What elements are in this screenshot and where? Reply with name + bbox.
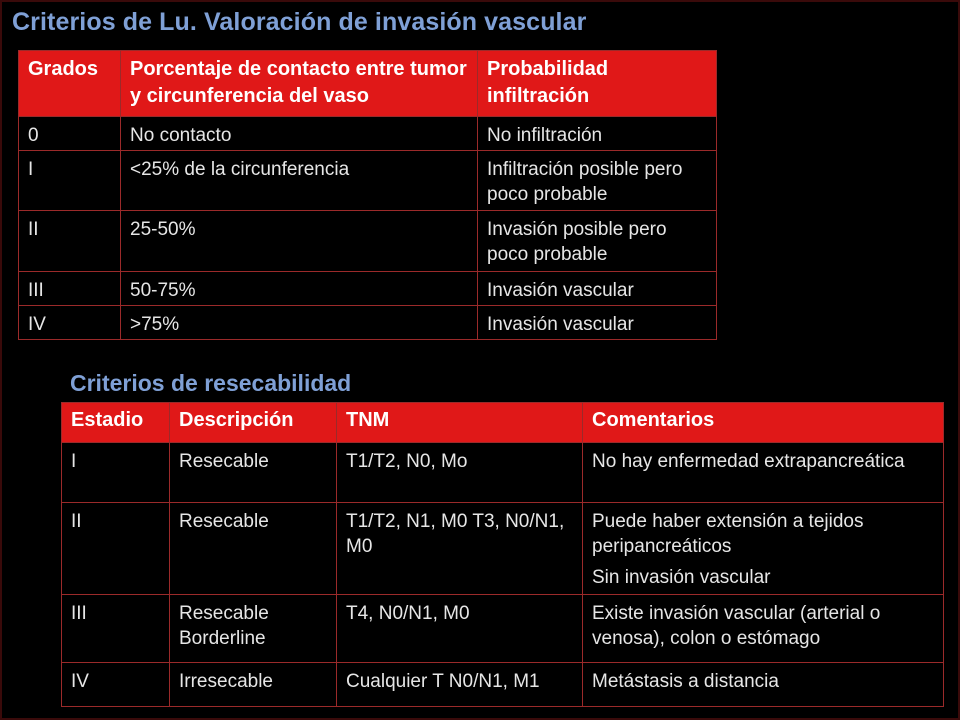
table1-title: Criterios de Lu. Valoración de invasión vascular <box>12 8 587 36</box>
cell-probabilidad: Invasión posible pero poco probable <box>478 211 717 272</box>
header-descripcion: Descripción <box>170 403 337 443</box>
cell-estadio: I <box>62 443 170 503</box>
cell-comentarios <box>583 663 944 707</box>
table-row <box>62 663 944 707</box>
cell-descripcion: Resecable <box>170 443 337 503</box>
table-row <box>19 117 717 151</box>
cell-estadio: IV <box>62 663 170 707</box>
cell-probabilidad: No infiltración <box>478 117 717 151</box>
comment-text: Existe invasión vascular (arterial o venosa), colon o estómago <box>592 603 881 649</box>
cell-descripcion: Irresecable <box>170 663 337 707</box>
cell-comentarios <box>583 595 944 663</box>
cell-porcentaje: <25% de la circunferencia <box>121 151 478 211</box>
cell-estadio: II <box>62 503 170 595</box>
table-header-row <box>62 403 944 443</box>
cell-grado: IV <box>19 306 121 340</box>
comment-text: Puede haber extensión a tejidos peripancreáticos <box>592 511 864 557</box>
table-header-row <box>19 51 717 117</box>
cell-tnm: Cualquier T N0/N1, M1 <box>337 663 583 707</box>
cell-comentarios <box>583 503 944 595</box>
header-grados: Grados <box>19 51 121 117</box>
cell-tnm: T1/T2, N1, M0 T3, N0/N1, M0 <box>337 503 583 595</box>
cell-grado: I <box>19 151 121 211</box>
comment-text: Metástasis a distancia <box>592 671 779 692</box>
header-porcentaje: Porcentaje de contacto entre tumor y circunferencia del vaso <box>121 51 478 117</box>
cell-porcentaje: No contacto <box>121 117 478 151</box>
cell-estadio: III <box>62 595 170 663</box>
cell-porcentaje: >75% <box>121 306 478 340</box>
cell-descripcion: Resecable <box>170 503 337 595</box>
table-row <box>19 306 717 340</box>
table-row <box>62 503 944 595</box>
header-estadio: Estadio <box>62 403 170 443</box>
cell-porcentaje: 50-75% <box>121 272 478 306</box>
cell-descripcion: Resecable Borderline <box>170 595 337 663</box>
table2-title: Criterios de resecabilidad <box>70 370 352 396</box>
cell-probabilidad: Infiltración posible pero poco probable <box>478 151 717 211</box>
cell-porcentaje: 25-50% <box>121 211 478 272</box>
header-tnm: TNM <box>337 403 583 443</box>
header-probabilidad: Probabilidad infiltración <box>478 51 717 117</box>
table-row <box>19 272 717 306</box>
cell-tnm: T4, N0/N1, M0 <box>337 595 583 663</box>
lu-criteria-table <box>18 50 717 340</box>
comment-note: Sin invasión vascular <box>592 567 771 588</box>
cell-grado: III <box>19 272 121 306</box>
cell-tnm: T1/T2, N0, Mo <box>337 443 583 503</box>
table-row <box>19 151 717 211</box>
cell-probabilidad: Invasión vascular <box>478 272 717 306</box>
table-row <box>62 595 944 663</box>
comment-text: No hay enfermedad extrapancreática <box>592 451 905 472</box>
cell-probabilidad: Invasión vascular <box>478 306 717 340</box>
table-row <box>62 443 944 503</box>
cell-grado: 0 <box>19 117 121 151</box>
header-comentarios: Comentarios <box>583 403 944 443</box>
table-row <box>19 211 717 272</box>
cell-comentarios <box>583 443 944 503</box>
cell-grado: II <box>19 211 121 272</box>
resectability-table <box>61 402 944 707</box>
